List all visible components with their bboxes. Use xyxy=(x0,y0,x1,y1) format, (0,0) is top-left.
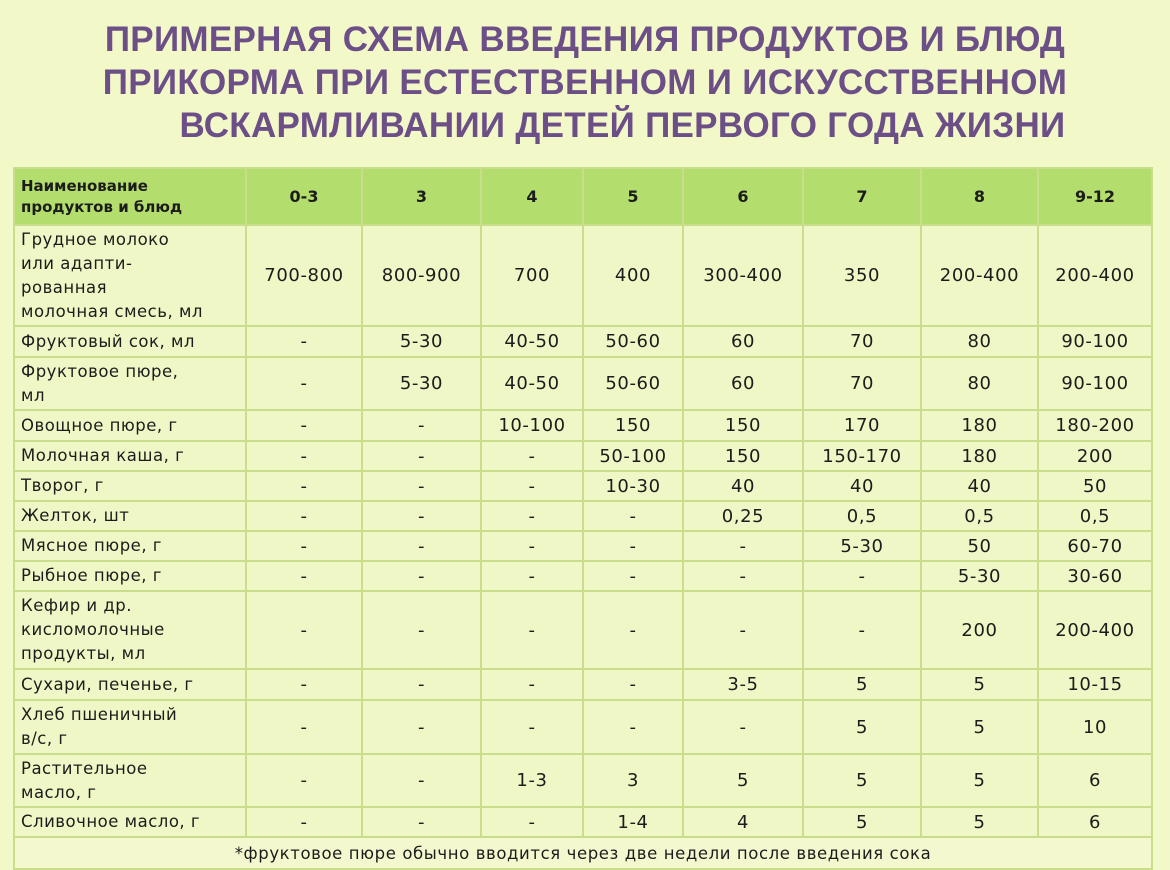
header-month: 3 xyxy=(362,168,481,225)
amount-cell: 200 xyxy=(921,591,1038,669)
header-month: 7 xyxy=(803,168,921,225)
feeding-schedule-table xyxy=(13,167,1153,870)
amount-cell: - xyxy=(481,531,583,561)
amount-cell: 4 xyxy=(683,807,803,837)
product-name-line: Молочная каша, г xyxy=(21,446,185,465)
amount-cell: - xyxy=(803,591,921,669)
amount-cell: 700-800 xyxy=(246,225,362,326)
product-name-line: кисломолочные xyxy=(21,620,165,639)
amount-cell: 180 xyxy=(921,441,1038,471)
amount-cell: - xyxy=(246,669,362,700)
product-name-line: Мясное пюре, г xyxy=(21,536,162,555)
product-name-line: Грудное молоко xyxy=(21,229,170,249)
title-line-2: ПРИКОРМА ПРИ ЕСТЕСТВЕННОМ И ИСКУССТВЕННОМ xyxy=(102,63,1068,102)
amount-cell: 200-400 xyxy=(1038,591,1152,669)
amount-cell: 60 xyxy=(683,357,803,410)
amount-cell: 5 xyxy=(921,754,1038,807)
amount-cell: 10-15 xyxy=(1038,669,1152,700)
footnote: *фруктовое пюре обычно вводится через две недели после введения сока xyxy=(14,837,1152,869)
amount-cell: - xyxy=(583,561,683,591)
amount-cell: 50 xyxy=(921,531,1038,561)
amount-cell: 30-60 xyxy=(1038,561,1152,591)
amount-cell: 50-60 xyxy=(583,357,683,410)
amount-cell: 40-50 xyxy=(481,326,583,357)
product-name-line: продукты, мл xyxy=(21,644,146,663)
amount-cell: - xyxy=(481,441,583,471)
amount-cell: - xyxy=(481,700,583,754)
amount-cell: 60 xyxy=(683,326,803,357)
amount-cell: - xyxy=(683,700,803,754)
product-name-line: Сливочное масло, г xyxy=(21,812,201,831)
amount-cell: 5 xyxy=(683,754,803,807)
amount-cell: 200 xyxy=(1038,441,1152,471)
amount-cell: 6 xyxy=(1038,807,1152,837)
amount-cell: 90-100 xyxy=(1038,326,1152,357)
amount-cell: 40 xyxy=(921,471,1038,501)
table-row xyxy=(14,225,1152,326)
amount-cell: - xyxy=(246,531,362,561)
amount-cell: - xyxy=(481,591,583,669)
document-title xyxy=(0,18,1170,147)
amount-cell: 80 xyxy=(921,326,1038,357)
amount-cell: 180-200 xyxy=(1038,410,1152,441)
table-row xyxy=(14,807,1152,837)
amount-cell: 0,5 xyxy=(1038,501,1152,531)
amount-cell: 3-5 xyxy=(683,669,803,700)
amount-cell: 70 xyxy=(803,326,921,357)
amount-cell: 350 xyxy=(803,225,921,326)
amount-cell: 10-30 xyxy=(583,471,683,501)
amount-cell: 5-30 xyxy=(362,357,481,410)
product-name-cell xyxy=(14,441,246,471)
amount-cell: - xyxy=(246,357,362,410)
amount-cell: 5 xyxy=(803,754,921,807)
product-name-line: в/с, г xyxy=(21,729,68,748)
amount-cell: - xyxy=(246,561,362,591)
title-line-1: ПРИМЕРНАЯ СХЕМА ВВЕДЕНИЯ ПРОДУКТОВ И БЛЮД xyxy=(104,20,1066,59)
product-name-line: Растительное xyxy=(21,758,148,778)
amount-cell: - xyxy=(246,754,362,807)
table-row xyxy=(14,326,1152,357)
product-name-cell xyxy=(14,225,246,326)
product-name-line: Сухари, печенье, г xyxy=(21,674,194,694)
product-name-line: молочная смесь, мл xyxy=(21,301,203,321)
product-name-cell xyxy=(14,531,246,561)
table-row xyxy=(14,357,1152,410)
amount-cell: 150 xyxy=(683,441,803,471)
product-name-cell xyxy=(14,501,246,531)
product-name-line: Рыбное пюре, г xyxy=(21,566,162,585)
amount-cell: 5-30 xyxy=(803,531,921,561)
amount-cell: - xyxy=(683,591,803,669)
amount-cell: - xyxy=(362,754,481,807)
amount-cell: - xyxy=(803,561,921,591)
amount-cell: 170 xyxy=(803,410,921,441)
table-row xyxy=(14,754,1152,807)
amount-cell: - xyxy=(481,669,583,700)
amount-cell: 150 xyxy=(583,410,683,441)
amount-cell: - xyxy=(246,501,362,531)
amount-cell: 6 xyxy=(1038,754,1152,807)
amount-cell: - xyxy=(362,700,481,754)
product-name-cell xyxy=(14,754,246,807)
amount-cell: - xyxy=(481,471,583,501)
amount-cell: - xyxy=(481,807,583,837)
product-name-line: масло, г xyxy=(21,782,97,802)
header-row xyxy=(14,168,1152,225)
amount-cell: - xyxy=(362,471,481,501)
amount-cell: 40-50 xyxy=(481,357,583,410)
amount-cell: 5 xyxy=(921,700,1038,754)
product-name-line: Творог, г xyxy=(21,476,104,495)
amount-cell: 5 xyxy=(803,669,921,700)
amount-cell: 5-30 xyxy=(362,326,481,357)
amount-cell: - xyxy=(583,669,683,700)
header-month: 0-3 xyxy=(246,168,362,225)
amount-cell: 5-30 xyxy=(921,561,1038,591)
header-month: 5 xyxy=(583,168,683,225)
amount-cell: 80 xyxy=(921,357,1038,410)
product-name-line: Кефир и др. xyxy=(21,596,133,615)
header-name-line-1: Наименование xyxy=(21,176,148,195)
product-name-line: рованная xyxy=(21,277,108,297)
product-name-cell xyxy=(14,471,246,501)
amount-cell: - xyxy=(362,441,481,471)
header-month: 4 xyxy=(481,168,583,225)
amount-cell: 150-170 xyxy=(803,441,921,471)
amount-cell: 0,5 xyxy=(803,501,921,531)
amount-cell: 3 xyxy=(583,754,683,807)
product-name-line: или адапти- xyxy=(21,253,133,273)
amount-cell: 50-100 xyxy=(583,441,683,471)
amount-cell: - xyxy=(362,591,481,669)
product-name-cell xyxy=(14,807,246,837)
amount-cell: 70 xyxy=(803,357,921,410)
amount-cell: 0,25 xyxy=(683,501,803,531)
table-row xyxy=(14,700,1152,754)
product-name-cell xyxy=(14,410,246,441)
amount-cell: 5 xyxy=(921,807,1038,837)
amount-cell: - xyxy=(246,591,362,669)
amount-cell: 90-100 xyxy=(1038,357,1152,410)
amount-cell: - xyxy=(246,326,362,357)
amount-cell: 40 xyxy=(803,471,921,501)
table-row xyxy=(14,561,1152,591)
footnote-row xyxy=(14,837,1152,869)
amount-cell: 10 xyxy=(1038,700,1152,754)
table-row xyxy=(14,410,1152,441)
amount-cell: 50-60 xyxy=(583,326,683,357)
amount-cell: 150 xyxy=(683,410,803,441)
amount-cell: - xyxy=(683,531,803,561)
amount-cell: - xyxy=(362,410,481,441)
amount-cell: 40 xyxy=(683,471,803,501)
product-name-line: мл xyxy=(21,385,45,405)
amount-cell: - xyxy=(246,471,362,501)
product-name-cell xyxy=(14,591,246,669)
amount-cell: 5 xyxy=(803,700,921,754)
amount-cell: 5 xyxy=(803,807,921,837)
amount-cell: 1-4 xyxy=(583,807,683,837)
amount-cell: - xyxy=(583,700,683,754)
amount-cell: - xyxy=(246,807,362,837)
amount-cell: - xyxy=(246,410,362,441)
table-row xyxy=(14,669,1152,700)
product-name-line: Овощное пюре, г xyxy=(21,415,178,435)
amount-cell: 200-400 xyxy=(921,225,1038,326)
title-line-3: ВСКАРМЛИВАНИИ ДЕТЕЙ ПЕРВОГО ГОДА ЖИЗНИ xyxy=(179,106,1066,145)
amount-cell: 300-400 xyxy=(683,225,803,326)
amount-cell: 5 xyxy=(921,669,1038,700)
amount-cell: 200-400 xyxy=(1038,225,1152,326)
amount-cell: 700 xyxy=(481,225,583,326)
amount-cell: - xyxy=(362,561,481,591)
amount-cell: - xyxy=(481,501,583,531)
amount-cell: - xyxy=(362,501,481,531)
amount-cell: - xyxy=(246,700,362,754)
amount-cell: 50 xyxy=(1038,471,1152,501)
amount-cell: - xyxy=(583,501,683,531)
amount-cell: 800-900 xyxy=(362,225,481,326)
product-name-cell xyxy=(14,326,246,357)
amount-cell: 0,5 xyxy=(921,501,1038,531)
table-row xyxy=(14,441,1152,471)
amount-cell: 180 xyxy=(921,410,1038,441)
product-name-cell xyxy=(14,700,246,754)
header-month: 8 xyxy=(921,168,1038,225)
header-name-line-2: продуктов и блюд xyxy=(21,197,183,216)
amount-cell: - xyxy=(362,531,481,561)
header-month: 9-12 xyxy=(1038,168,1152,225)
product-name-line: Желток, шт xyxy=(21,506,130,525)
amount-cell: - xyxy=(481,561,583,591)
header-product-name xyxy=(14,168,246,225)
amount-cell: 10-100 xyxy=(481,410,583,441)
amount-cell: 1-3 xyxy=(481,754,583,807)
amount-cell: - xyxy=(362,669,481,700)
table-row xyxy=(14,471,1152,501)
table-row xyxy=(14,501,1152,531)
product-name-cell xyxy=(14,357,246,410)
table-row xyxy=(14,531,1152,561)
product-name-line: Фруктовый сок, мл xyxy=(21,331,195,351)
amount-cell: 400 xyxy=(583,225,683,326)
amount-cell: - xyxy=(683,561,803,591)
product-name-cell xyxy=(14,561,246,591)
amount-cell: - xyxy=(362,807,481,837)
product-name-line: Хлеб пшеничный xyxy=(21,705,178,724)
amount-cell: - xyxy=(246,441,362,471)
amount-cell: - xyxy=(583,531,683,561)
product-name-cell xyxy=(14,669,246,700)
header-month: 6 xyxy=(683,168,803,225)
amount-cell: 60-70 xyxy=(1038,531,1152,561)
amount-cell: - xyxy=(583,591,683,669)
table-row xyxy=(14,591,1152,669)
product-name-line: Фруктовое пюре, xyxy=(21,361,179,381)
